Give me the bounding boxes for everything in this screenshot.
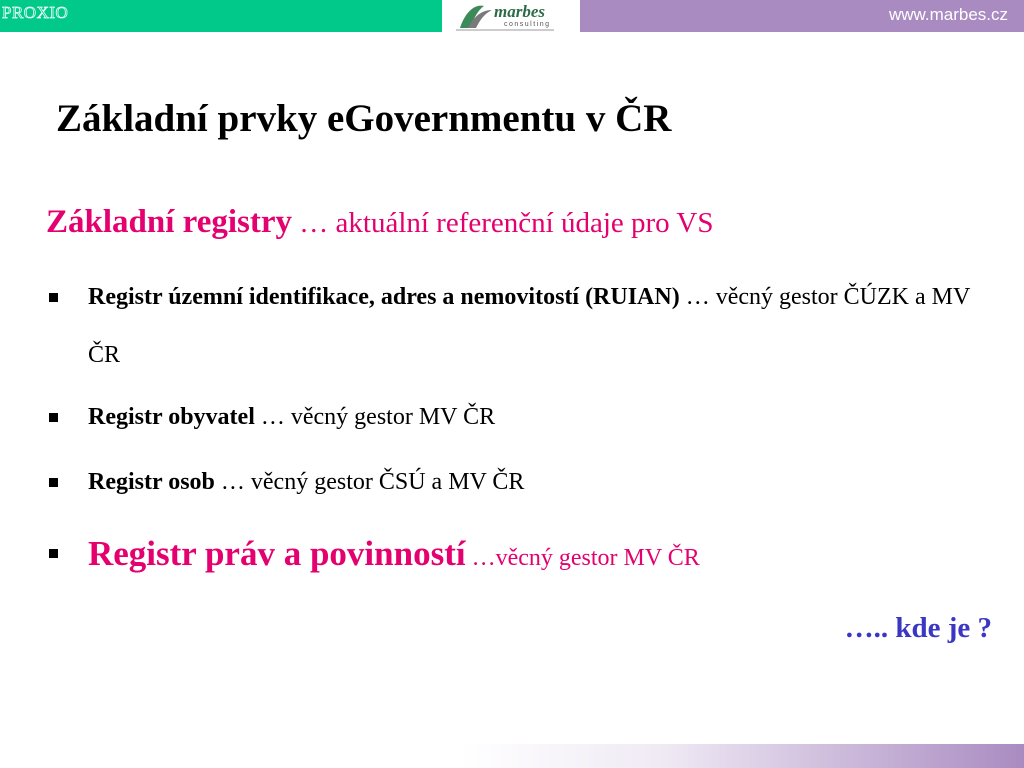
brand-label: PROXIO <box>2 3 69 22</box>
bullet-text <box>88 268 996 384</box>
bullet-rest: … věcný gestor ČSÚ a MV ČR <box>214 469 525 495</box>
bullet-rest: … věcný gestor ČÚZK a MV ČR <box>88 284 970 368</box>
bullet-text <box>88 453 996 511</box>
header-green-band <box>0 0 442 32</box>
marbes-logo <box>454 0 574 32</box>
slide-title: Základní prvky eGovernmentu v ČR <box>56 97 672 140</box>
bullet-text <box>88 388 996 446</box>
bullet-marker <box>49 478 58 487</box>
header-purple-band <box>580 0 1024 32</box>
bullet-marker <box>49 293 58 302</box>
bullet-marker <box>49 413 58 422</box>
question-text: ….. kde je ? <box>844 612 992 644</box>
section-heading-strong: Základní registry <box>46 204 293 240</box>
list-item <box>46 268 996 384</box>
website-url[interactable]: www.marbes.cz <box>888 5 1008 24</box>
bullet-bold: Registr osob <box>88 469 215 495</box>
bullet-bold: Registr územní identifikace, adres a nemovitostí (RUIAN) <box>88 284 680 310</box>
bullet-rest: …věcný gestor MV ČR <box>465 545 700 571</box>
list-item-highlighted <box>46 525 996 587</box>
bullet-bold: Registr práv a povinností <box>88 534 466 573</box>
section-heading-rest: … aktuální referenční údaje pro VS <box>292 207 714 239</box>
bullet-marker <box>49 549 58 558</box>
bullet-rest: … věcný gestor MV ČR <box>254 404 496 430</box>
section-heading <box>46 204 713 241</box>
logo-subtext: consulting <box>504 21 551 28</box>
list-item <box>46 388 996 446</box>
footer-gradient-band <box>0 744 1024 768</box>
logo-wordmark: marbes <box>494 2 545 21</box>
list-item <box>46 453 996 511</box>
bullet-text <box>88 525 996 587</box>
bullet-bold: Registr obyvatel <box>88 404 255 430</box>
